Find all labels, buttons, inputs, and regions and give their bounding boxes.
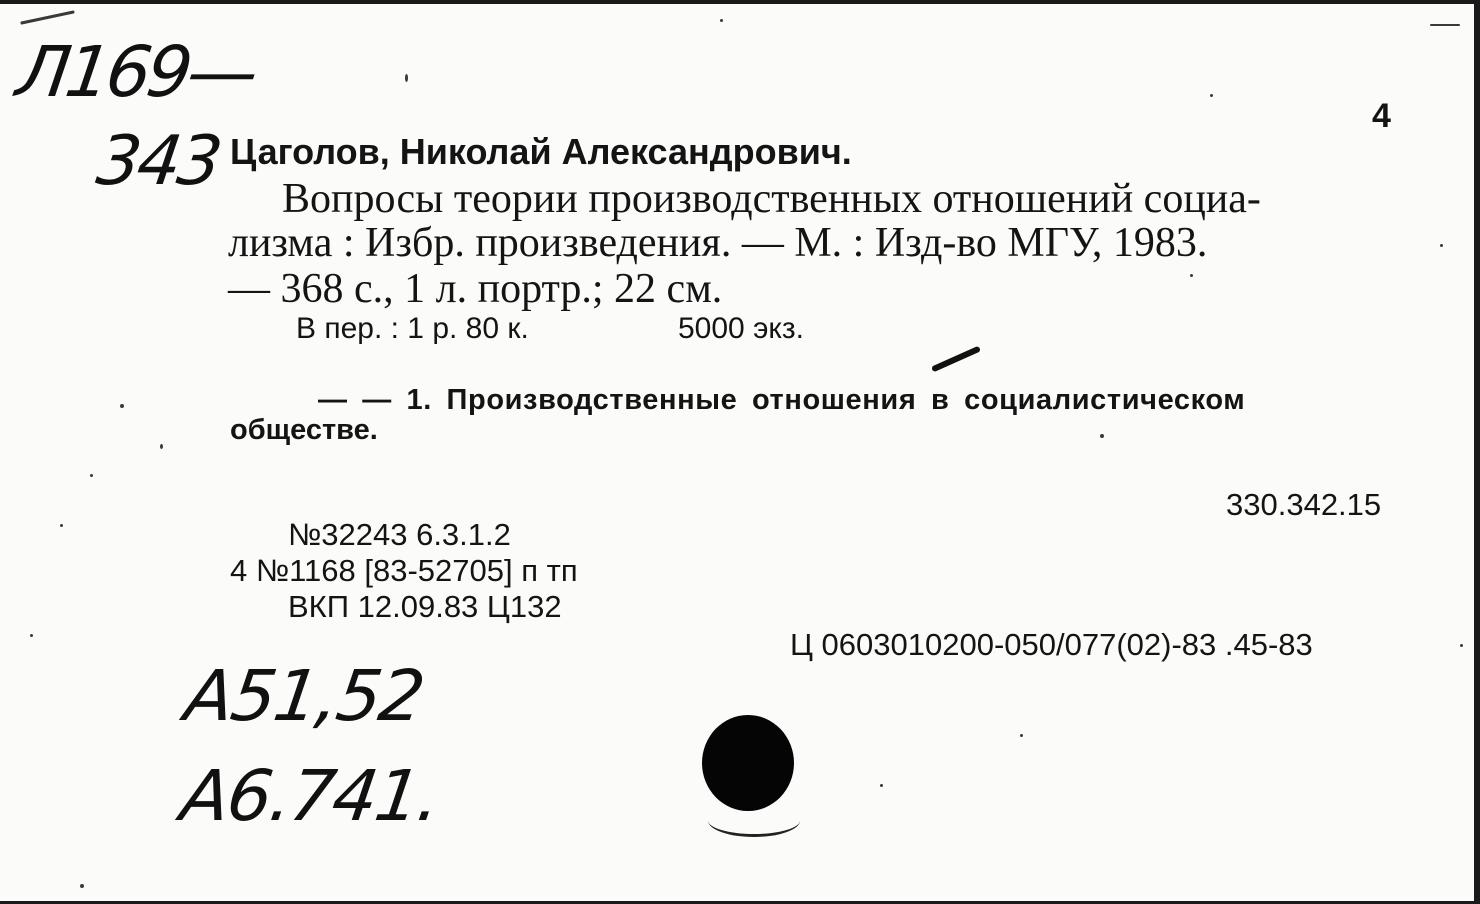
scan-speck (30, 634, 33, 637)
handwritten-shelf-number: 343 (92, 122, 225, 201)
scan-speck (720, 19, 723, 22)
scan-speck (1210, 94, 1213, 97)
title-line: — 368 с., 1 л. портр.; 22 см. (228, 266, 723, 312)
subject-heading: — — 1. Производственные отношения в социалистическом (318, 384, 1246, 416)
handwritten-note: А51,52 (180, 655, 428, 737)
scan-speck (880, 784, 883, 787)
scan-speck (405, 74, 408, 82)
price: В пер. : 1 р. 80 к. (296, 312, 529, 345)
title-line: лизма : Избр. произведения. — М. : Изд-во МГУ, 1983. (228, 220, 1208, 266)
order-number: №32243 6.3.1.2 (288, 517, 511, 552)
scan-speck (1440, 244, 1443, 247)
page-number: 4 (1372, 97, 1391, 135)
scan-speck (1460, 644, 1463, 647)
price-code: Ц 0603010200-050/077(02)-83 .45-83 (790, 627, 1313, 662)
punch-hole-shadow (708, 804, 800, 837)
subject-heading-continued: обществе. (230, 414, 378, 446)
classification-code: 330.342.15 (1226, 487, 1382, 522)
scan-speck (120, 404, 124, 408)
punch-hole (702, 715, 794, 811)
scan-speck (160, 444, 163, 449)
scan-speck (60, 524, 63, 527)
scan-speck (1100, 434, 1104, 438)
vkp-line: ВКП 12.09.83 Ц132 (288, 589, 562, 624)
author-heading: Цаголов, Николай Александрович. (230, 131, 852, 172)
pen-mark (931, 346, 981, 373)
handwritten-shelf-mark: Л169— (11, 31, 260, 113)
scan-speck (1190, 274, 1193, 277)
title-line: Вопросы теории производственных отношений социа- (282, 176, 1261, 222)
handwritten-note: А6.741. (176, 755, 445, 837)
scan-speck (20, 10, 74, 24)
scan-speck (1430, 24, 1460, 26)
scan-speck (90, 474, 93, 477)
print-run: 5000 экз. (678, 312, 804, 345)
scan-speck (1020, 734, 1023, 737)
registry-line: 4 №1168 [83-52705] п тп (230, 553, 578, 588)
scan-speck (80, 884, 84, 888)
